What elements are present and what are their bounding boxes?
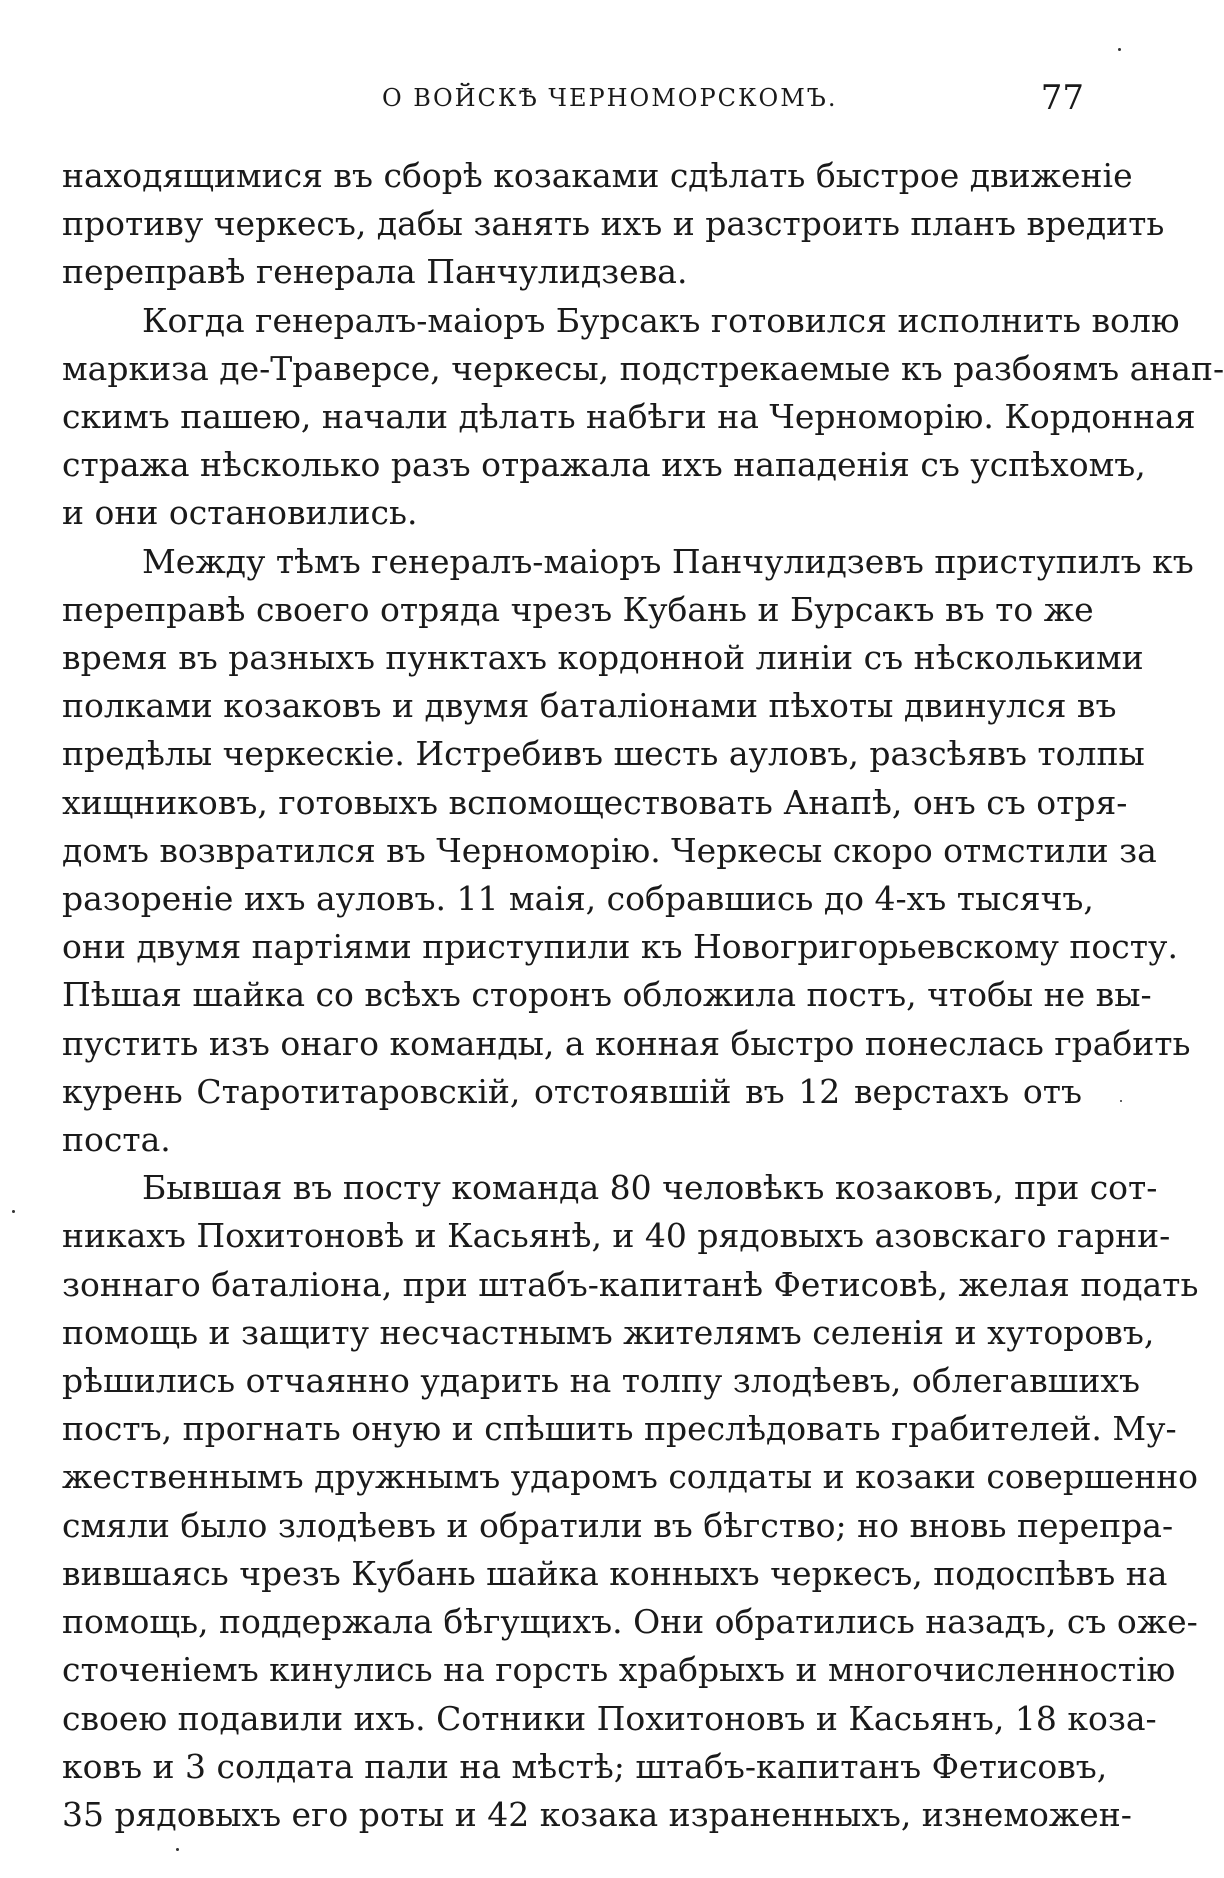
text-line: предѣлы черкескіе. Истребивъ шесть ауловъ, разсѣявъ толпы <box>62 734 1145 774</box>
text-line: скимъ пашею, начали дѣлать набѣги на Черноморію. Кордонная <box>62 397 1196 437</box>
scan-speck <box>176 1848 179 1851</box>
text-line: они двумя партіями приступили къ Новогригорьевскому посту. <box>62 927 1178 967</box>
text-line: вившаясь чрезъ Кубань шайка конныхъ черкесъ, подоспѣвъ на <box>62 1553 1168 1593</box>
text-line: курень Старотитаровскій, отстоявшій въ 12 верстахъ отъ <box>62 1071 1082 1111</box>
page-number: 77 <box>1040 78 1084 118</box>
text-line: хищниковъ, готовыхъ вспомоществовать Анапѣ, онъ съ отря- <box>62 782 1128 822</box>
paragraph-3 <box>62 538 1194 1165</box>
text-line: сточеніемъ кинулись на горсть храбрыхъ и многочисленностію <box>62 1650 1176 1690</box>
text-line: Бывшая въ посту команда 80 человѣкъ козаковъ, при сот- <box>142 1168 1158 1208</box>
paragraph-4 <box>62 1164 1199 1839</box>
text-line: время въ разныхъ пунктахъ кордонной линіи съ нѣсколькими <box>62 638 1144 678</box>
text-line: поста. <box>62 1120 171 1160</box>
text-line: постъ, прогнать оную и спѣшить преслѣдовать грабителей. Му- <box>62 1409 1177 1449</box>
text-line: зоннаго баталіона, при штабъ-капитанѣ Фетисовѣ, желая подать <box>62 1264 1199 1304</box>
text-line: помощь, поддержала бѣгущихъ. Они обратились назадъ, съ оже- <box>62 1602 1198 1642</box>
text-line: переправѣ генерала Панчулидзева. <box>62 252 688 292</box>
text-line: помощь и защиту несчастнымъ жителямъ селенія и хуторовъ, <box>62 1312 1155 1352</box>
paragraph-1 <box>62 152 1165 297</box>
text-line: полками козаковъ и двумя баталіонами пѣхоты двинулся въ <box>62 686 1117 726</box>
text-line: домъ возвратился въ Черноморію. Черкесы скоро отмстили за <box>62 830 1157 870</box>
scan-speck <box>1118 48 1121 51</box>
text-line: противу черкесъ, дабы занять ихъ и разстроить планъ вредить <box>62 204 1165 244</box>
text-line: рѣшились отчаянно ударить на толпу злодѣевъ, облегавшихъ <box>62 1361 1140 1401</box>
text-line: жественнымъ дружнымъ ударомъ солдаты и козаки совершенно <box>62 1457 1199 1497</box>
text-line: Когда генералъ-маіоръ Бурсакъ готовился исполнить волю <box>142 300 1180 340</box>
body-text <box>62 152 1224 1839</box>
scan-speck <box>1120 1100 1122 1102</box>
text-line: пустить изъ онаго команды, а конная быстро понеслась грабить <box>62 1023 1191 1063</box>
text-line: разореніе ихъ ауловъ. 11 маія, собравшись до 4-хъ тысячъ, <box>62 879 1094 919</box>
scan-speck <box>12 1210 15 1213</box>
text-line: переправѣ своего отряда чрезъ Кубань и Бурсакъ въ то же <box>62 589 1094 629</box>
text-line: маркиза де-Траверсе, черкесы, подстрекаемые къ разбоямъ анап- <box>62 348 1224 388</box>
text-line: никахъ Похитоновѣ и Касьянѣ, и 40 рядовыхъ азовскаго гарни- <box>62 1216 1171 1256</box>
text-line: ковъ и 3 солдата пали на мѣстѣ; штабъ-капитанъ Фетисовъ, <box>62 1746 1108 1786</box>
text-line: Между тѣмъ генералъ-маіоръ Панчулидзевъ приступилъ къ <box>142 541 1194 581</box>
running-title: О ВОЙСКѢ ЧЕРНОМОРСКОМЪ. <box>382 84 838 112</box>
running-head <box>62 78 1092 124</box>
text-line: и они остановились. <box>62 493 418 533</box>
text-line: смяли было злодѣевъ и обратили въ бѣгство; но вновь перепра- <box>62 1505 1174 1545</box>
text-line: стража нѣсколько разъ отражала ихъ нападенія съ успѣхомъ, <box>62 445 1146 485</box>
text-line: 35 рядовыхъ его роты и 42 козака израненныхъ, изнеможен- <box>62 1794 1132 1834</box>
text-line: Пѣшая шайка со всѣхъ сторонъ обложила постъ, чтобы не вы- <box>62 975 1152 1015</box>
text-line: находящимися въ сборѣ козаками сдѣлать быстрое движеніе <box>62 156 1133 195</box>
text-line: своею подавили ихъ. Сотники Похитоновъ и Касьянъ, 18 коза- <box>62 1698 1157 1738</box>
paragraph-2 <box>62 297 1224 538</box>
